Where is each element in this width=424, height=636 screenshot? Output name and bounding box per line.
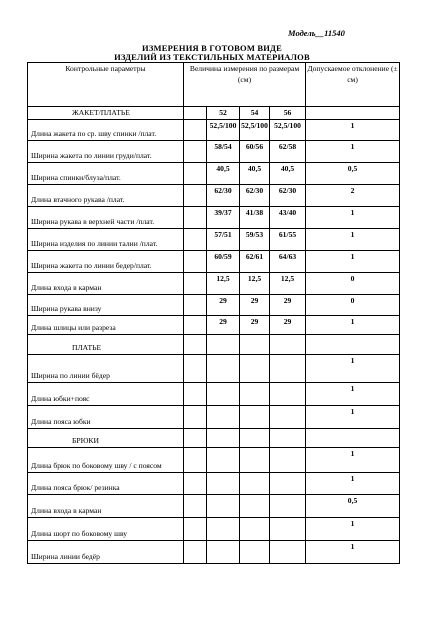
param-label: Длина втачного рукава /плат. bbox=[31, 195, 125, 204]
empty-cell bbox=[184, 355, 207, 383]
empty-cell bbox=[270, 473, 306, 495]
empty-cell bbox=[270, 335, 306, 355]
tolerance-value: 1 bbox=[306, 251, 400, 273]
measurements-table bbox=[27, 62, 400, 564]
size-value: 41/38 bbox=[240, 207, 270, 229]
spacer-cell bbox=[184, 229, 207, 251]
tolerance-value: 1 bbox=[306, 120, 400, 141]
tolerance-value: 1 bbox=[306, 355, 400, 383]
section-label bbox=[28, 335, 184, 355]
header-size-value: Величина измерения по размерам (см) bbox=[184, 63, 306, 107]
spacer-cell bbox=[184, 207, 207, 229]
size-value: 29 bbox=[240, 295, 270, 316]
table-row bbox=[28, 495, 400, 518]
section-row-jacket-dress bbox=[28, 107, 400, 120]
empty-cell bbox=[207, 429, 240, 448]
spacer-cell bbox=[184, 316, 207, 335]
param-name bbox=[28, 448, 184, 473]
empty-cell bbox=[270, 518, 306, 541]
size-value: 39/37 bbox=[207, 207, 240, 229]
tolerance-value: 1 bbox=[306, 518, 400, 541]
param-name bbox=[28, 207, 184, 229]
param-label: Ширина по линии бёдер bbox=[31, 371, 110, 380]
param-label: Длина пояса брюк/ резинка bbox=[31, 483, 120, 492]
empty-cell bbox=[184, 383, 207, 406]
size-header: 56 bbox=[270, 107, 306, 120]
empty-cell bbox=[184, 448, 207, 473]
size-value: 29 bbox=[270, 295, 306, 316]
table-row bbox=[28, 207, 400, 229]
empty-cell bbox=[207, 473, 240, 495]
param-label: ЖАКЕТ/ПЛАТЬЕ bbox=[72, 108, 130, 117]
table-row bbox=[28, 316, 400, 335]
size-value: 62/30 bbox=[240, 185, 270, 207]
empty-cell bbox=[207, 518, 240, 541]
param-label: Длина входа в карман bbox=[31, 506, 102, 515]
table-row bbox=[28, 541, 400, 564]
table-row bbox=[28, 251, 400, 273]
param-name bbox=[28, 295, 184, 316]
size-value: 59/53 bbox=[240, 229, 270, 251]
table-row bbox=[28, 383, 400, 406]
size-value: 64/63 bbox=[270, 251, 306, 273]
empty-cell bbox=[240, 355, 270, 383]
size-value: 43/40 bbox=[270, 207, 306, 229]
table-row bbox=[28, 163, 400, 185]
tolerance-value: 1 bbox=[306, 541, 400, 564]
empty-cell bbox=[184, 429, 207, 448]
size-value: 40,5 bbox=[207, 163, 240, 185]
header-tolerance: Допускаемое отклонение (± см) bbox=[306, 63, 400, 107]
tolerance-value: 2 bbox=[306, 185, 400, 207]
tolerance-empty bbox=[306, 335, 400, 355]
empty-cell bbox=[270, 383, 306, 406]
size-header: 54 bbox=[240, 107, 270, 120]
param-name bbox=[28, 495, 184, 518]
param-label: Длина шлицы или разреза bbox=[31, 323, 116, 332]
param-name bbox=[28, 541, 184, 564]
tolerance-value: 1 bbox=[306, 448, 400, 473]
size-value: 62/61 bbox=[240, 251, 270, 273]
spacer-cell bbox=[184, 141, 207, 163]
section-row-trousers bbox=[28, 429, 400, 448]
size-value: 40,5 bbox=[270, 163, 306, 185]
param-name bbox=[28, 229, 184, 251]
empty-cell bbox=[207, 355, 240, 383]
param-name bbox=[28, 518, 184, 541]
param-name bbox=[28, 251, 184, 273]
size-value: 60/59 bbox=[207, 251, 240, 273]
param-label: Ширина рукава в верхней части /плат. bbox=[31, 217, 155, 226]
spacer-cell bbox=[184, 120, 207, 141]
section-label bbox=[28, 107, 184, 120]
tolerance-value: 0 bbox=[306, 295, 400, 316]
param-name bbox=[28, 273, 184, 295]
param-label: БРЮКИ bbox=[72, 436, 99, 445]
tolerance-value: 1 bbox=[306, 383, 400, 406]
empty-cell bbox=[270, 448, 306, 473]
tolerance-value: 1 bbox=[306, 207, 400, 229]
model-number: Модель__11540 bbox=[288, 28, 345, 38]
table-row bbox=[28, 448, 400, 473]
spacer-cell bbox=[184, 163, 207, 185]
empty-cell bbox=[184, 406, 207, 429]
empty-cell bbox=[240, 406, 270, 429]
empty-cell bbox=[270, 429, 306, 448]
param-name bbox=[28, 406, 184, 429]
empty-cell bbox=[207, 383, 240, 406]
empty-cell bbox=[240, 495, 270, 518]
size-value: 52,5/100 bbox=[240, 120, 270, 141]
empty-cell bbox=[240, 448, 270, 473]
section-label bbox=[28, 429, 184, 448]
param-label: Длина юбки+пояс bbox=[31, 394, 90, 403]
tolerance-empty bbox=[306, 107, 400, 120]
empty-cell bbox=[184, 335, 207, 355]
spacer-cell bbox=[184, 251, 207, 273]
param-name bbox=[28, 383, 184, 406]
size-value: 29 bbox=[207, 295, 240, 316]
tolerance-value: 1 bbox=[306, 473, 400, 495]
spacer-cell bbox=[184, 295, 207, 316]
empty-cell bbox=[240, 541, 270, 564]
empty-cell bbox=[184, 473, 207, 495]
tolerance-value: 1 bbox=[306, 316, 400, 335]
empty-cell bbox=[240, 518, 270, 541]
param-label: Ширина жакета по линии груди/плат. bbox=[31, 151, 152, 160]
table-row bbox=[28, 120, 400, 141]
empty-cell bbox=[184, 495, 207, 518]
size-value: 29 bbox=[270, 316, 306, 335]
size-value: 62/58 bbox=[270, 141, 306, 163]
param-name bbox=[28, 473, 184, 495]
size-value: 58/54 bbox=[207, 141, 240, 163]
param-label: Длина жакета по ср. шву спинки /плат. bbox=[31, 129, 157, 138]
size-value: 60/56 bbox=[240, 141, 270, 163]
size-value: 12,5 bbox=[240, 273, 270, 295]
spacer-cell bbox=[184, 273, 207, 295]
table-row bbox=[28, 355, 400, 383]
param-name bbox=[28, 185, 184, 207]
param-name bbox=[28, 120, 184, 141]
spacer-cell bbox=[184, 185, 207, 207]
size-value: 57/51 bbox=[207, 229, 240, 251]
param-label: Длина шорт по боковому шву bbox=[31, 529, 128, 538]
tolerance-value: 1 bbox=[306, 229, 400, 251]
param-name bbox=[28, 316, 184, 335]
tolerance-value: 1 bbox=[306, 406, 400, 429]
param-label: Ширина рукава внизу bbox=[31, 304, 102, 313]
empty-cell bbox=[184, 518, 207, 541]
empty-cell bbox=[207, 335, 240, 355]
empty-cell bbox=[207, 448, 240, 473]
param-label: Ширина линии бедёр bbox=[31, 552, 100, 561]
size-value: 61/55 bbox=[270, 229, 306, 251]
param-name bbox=[28, 141, 184, 163]
param-label: Ширина изделия по линии талии /плат. bbox=[31, 239, 158, 248]
table-row bbox=[28, 141, 400, 163]
empty-cell bbox=[270, 406, 306, 429]
size-value: 29 bbox=[207, 316, 240, 335]
empty-cell bbox=[240, 473, 270, 495]
table-row bbox=[28, 295, 400, 316]
size-value: 52,5/100 bbox=[270, 120, 306, 141]
size-value: 52,5/100 bbox=[207, 120, 240, 141]
header-param: Контрольные параметры bbox=[28, 63, 184, 107]
empty-cell bbox=[207, 406, 240, 429]
empty-cell bbox=[240, 429, 270, 448]
size-value: 62/30 bbox=[270, 185, 306, 207]
table-row bbox=[28, 406, 400, 429]
document-title-line-1: ИЗМЕРЕНИЯ В ГОТОВОМ ВИДЕ bbox=[142, 43, 282, 53]
tolerance-value: 0,5 bbox=[306, 495, 400, 518]
param-label: Ширина спинки/блуза/плат. bbox=[31, 173, 121, 182]
tolerance-value: 1 bbox=[306, 141, 400, 163]
empty-cell bbox=[270, 495, 306, 518]
tolerance-empty bbox=[306, 429, 400, 448]
document-title-line-2: ИЗДЕЛИЙ ИЗ ТЕКСТИЛЬНЫХ МАТЕРИАЛОВ bbox=[114, 52, 310, 62]
tolerance-value: 0,5 bbox=[306, 163, 400, 185]
param-name bbox=[28, 163, 184, 185]
empty-cell bbox=[240, 383, 270, 406]
size-value: 40,5 bbox=[240, 163, 270, 185]
param-label: ПЛАТЬЕ bbox=[72, 343, 102, 352]
empty-cell bbox=[270, 355, 306, 383]
table-row bbox=[28, 518, 400, 541]
param-label: Длина входа в карман bbox=[31, 283, 102, 292]
size-header: 52 bbox=[207, 107, 240, 120]
table-row bbox=[28, 185, 400, 207]
tolerance-value: 0 bbox=[306, 273, 400, 295]
table-header-row bbox=[28, 63, 400, 107]
size-value: 12,5 bbox=[270, 273, 306, 295]
empty-cell bbox=[240, 335, 270, 355]
param-label: Длина пояса юбки bbox=[31, 417, 91, 426]
section-row-dress bbox=[28, 335, 400, 355]
spacer-cell bbox=[184, 107, 207, 120]
size-value: 12,5 bbox=[207, 273, 240, 295]
empty-cell bbox=[207, 541, 240, 564]
empty-cell bbox=[270, 541, 306, 564]
table-row bbox=[28, 473, 400, 495]
empty-cell bbox=[184, 541, 207, 564]
size-value: 62/30 bbox=[207, 185, 240, 207]
table-row bbox=[28, 273, 400, 295]
empty-cell bbox=[207, 495, 240, 518]
param-name bbox=[28, 355, 184, 383]
param-label: Ширина жакета по линии бедер/плат. bbox=[31, 261, 152, 270]
table-row bbox=[28, 229, 400, 251]
size-value: 29 bbox=[240, 316, 270, 335]
param-label: Длина брюк по боковому шву / с поясом bbox=[31, 461, 162, 470]
